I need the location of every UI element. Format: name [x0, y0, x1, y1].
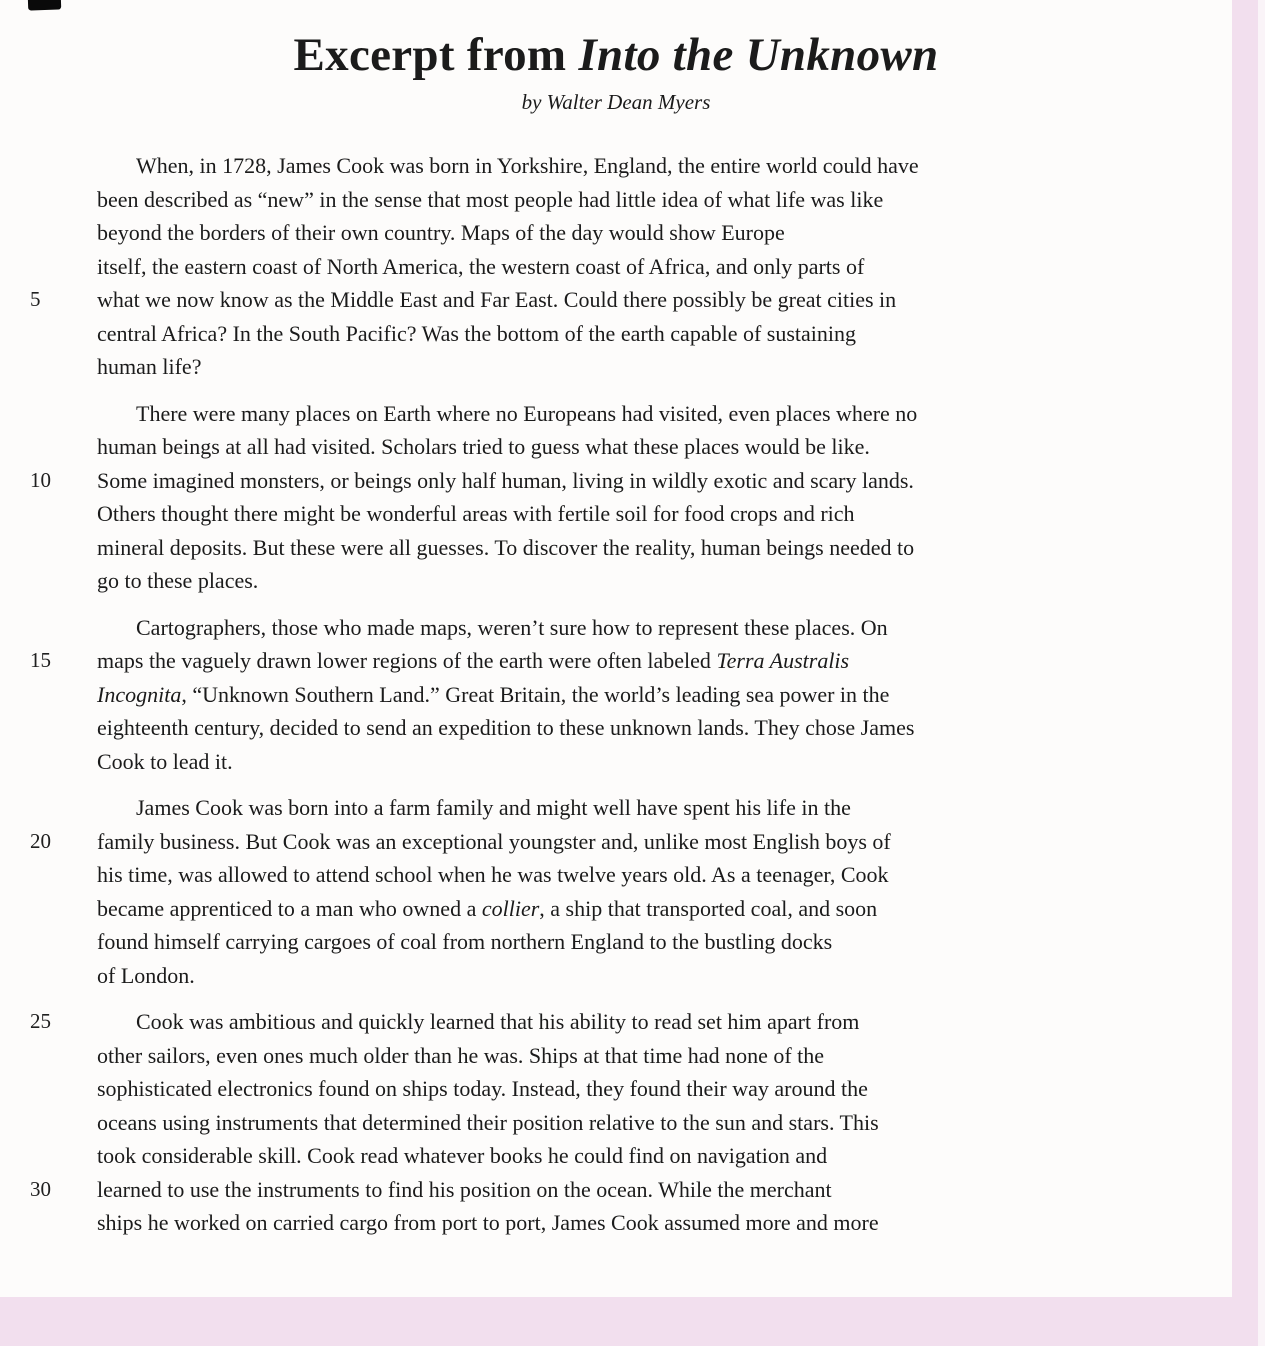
line-number: 5: [30, 287, 41, 312]
line-number: 10: [30, 467, 51, 492]
text-line: [30, 644, 1192, 678]
text-line: [97, 317, 1192, 351]
text-line: [97, 216, 1192, 250]
text-line: [97, 250, 1192, 284]
text-segment: , a ship that transported coal, and soon: [539, 895, 878, 921]
text-line: [97, 1139, 1192, 1173]
text-segment: Cook to lead it.: [97, 748, 233, 774]
text-segment: Others thought there might be wonderful areas with fertile soil for food crops and rich: [97, 501, 855, 527]
italic-text-segment: Terra Australis: [716, 648, 850, 674]
paragraph: [30, 611, 1192, 779]
text-segment: human life?: [97, 354, 202, 380]
text-segment: eighteenth century, decided to send an expedition to these unknown lands. They chose James: [97, 715, 915, 741]
text-segment: go to these places.: [97, 568, 259, 594]
text-line: [97, 925, 1192, 959]
title-regular-text: Excerpt from: [293, 29, 579, 81]
text-segment: learned to use the instruments to find his position on the ocean. While the merchant: [97, 1176, 832, 1202]
text-line: [30, 1005, 1192, 1039]
text-line: [97, 397, 1192, 431]
text-line: [97, 430, 1192, 464]
byline: by Walter Dean Myers: [521, 90, 711, 115]
text-line: [30, 1173, 1192, 1207]
title-italic-text: Into the Unknown: [578, 29, 939, 81]
text-segment: became apprenticed to a man who owned a: [97, 895, 482, 921]
text-segment: Some imagined monsters, or beings only half human, living in wildly exotic and scary lands.: [97, 467, 914, 493]
document-title: [50, 28, 1182, 82]
text-line: [97, 892, 1192, 926]
text-segment: itself, the eastern coast of North America, the western coast of Africa, and only parts of: [97, 253, 865, 279]
italic-text-segment: collier: [481, 895, 540, 921]
paragraph: [30, 149, 1192, 384]
text-segment: of London.: [97, 962, 195, 988]
text-segment: beyond the borders of their own country. Maps of the day would show Europe: [97, 220, 785, 246]
text-segment: family business. But Cook was an exceptional youngster and, unlike most English boys of: [97, 828, 891, 854]
line-number: 30: [30, 1176, 51, 1201]
text-segment: took considerable skill. Cook read whatever books he could find on navigation and: [97, 1143, 828, 1169]
text-segment: maps the vaguely drawn lower regions of the earth were often labeled: [97, 648, 717, 674]
text-line: [97, 858, 1192, 892]
text-line: [97, 149, 1192, 183]
text-line: [97, 711, 1192, 745]
text-line: [97, 531, 1192, 565]
text-segment: central Africa? In the South Pacific? Was the bottom of the earth capable of sustaining: [97, 320, 857, 346]
text-line: [97, 350, 1192, 384]
text-line: [97, 497, 1192, 531]
paragraph: [30, 1005, 1192, 1240]
line-number: 20: [30, 828, 51, 853]
text-line: [97, 1072, 1192, 1106]
text-line: [97, 791, 1192, 825]
text-line: [30, 283, 1192, 317]
text-line: [97, 1206, 1192, 1240]
line-number: 15: [30, 648, 51, 673]
text-segment: mineral deposits. But these were all guesses. To discover the reality, human beings needed to: [97, 534, 915, 560]
line-number: 25: [30, 1009, 51, 1034]
text-line: [97, 1039, 1192, 1073]
page-edge-strip: [1258, 0, 1265, 1346]
text-segment: Cartographers, those who made maps, weren’t sure how to represent these places. On: [136, 614, 888, 640]
text-line: [97, 564, 1192, 598]
italic-text-segment: Incognita: [97, 681, 182, 707]
text-line: [97, 611, 1192, 645]
text-segment: oceans using instruments that determined their position relative to the sun and stars. This: [97, 1109, 879, 1135]
text-segment: James Cook was born into a farm family and might well have spent his life in the: [136, 795, 851, 821]
text-line: [97, 959, 1192, 993]
text-line: [30, 464, 1192, 498]
paragraph: [30, 791, 1192, 992]
paragraph: [30, 397, 1192, 598]
text-segment: human beings at all had visited. Scholars tried to guess what these places would be like.: [97, 434, 870, 460]
text-line: [97, 745, 1192, 779]
passage-body: [0, 149, 1232, 1240]
text-segment: what we now know as the Middle East and Far East. Could there possibly be great cities in: [97, 287, 897, 313]
text-segment: ships he worked on carried cargo from port to port, James Cook assumed more and more: [97, 1210, 879, 1236]
text-line: [30, 825, 1192, 859]
text-segment: other sailors, even ones much older than he was. Ships at that time had none of the: [97, 1042, 825, 1068]
text-segment: When, in 1728, James Cook was born in Yorkshire, England, the entire world could have: [136, 153, 919, 179]
text-segment: , “Unknown Southern Land.” Great Britain, the world’s leading sea power in the: [181, 681, 890, 707]
text-segment: sophisticated electronics found on ships today. Instead, they found their way around the: [97, 1076, 868, 1102]
text-line: [97, 183, 1192, 217]
text-segment: There were many places on Earth where no Europeans had visited, even places where no: [136, 400, 918, 426]
text-segment: been described as “new” in the sense that most people had little idea of what life was like: [97, 186, 884, 212]
text-line: [97, 678, 1192, 712]
text-segment: his time, was allowed to attend school when he was twelve years old. As a teenager, Cook: [97, 862, 889, 888]
text-line: [97, 1106, 1192, 1140]
text-segment: Cook was ambitious and quickly learned that his ability to read set him apart from: [136, 1009, 860, 1035]
text-segment: found himself carrying cargoes of coal from northern England to the bustling docks: [97, 929, 833, 955]
